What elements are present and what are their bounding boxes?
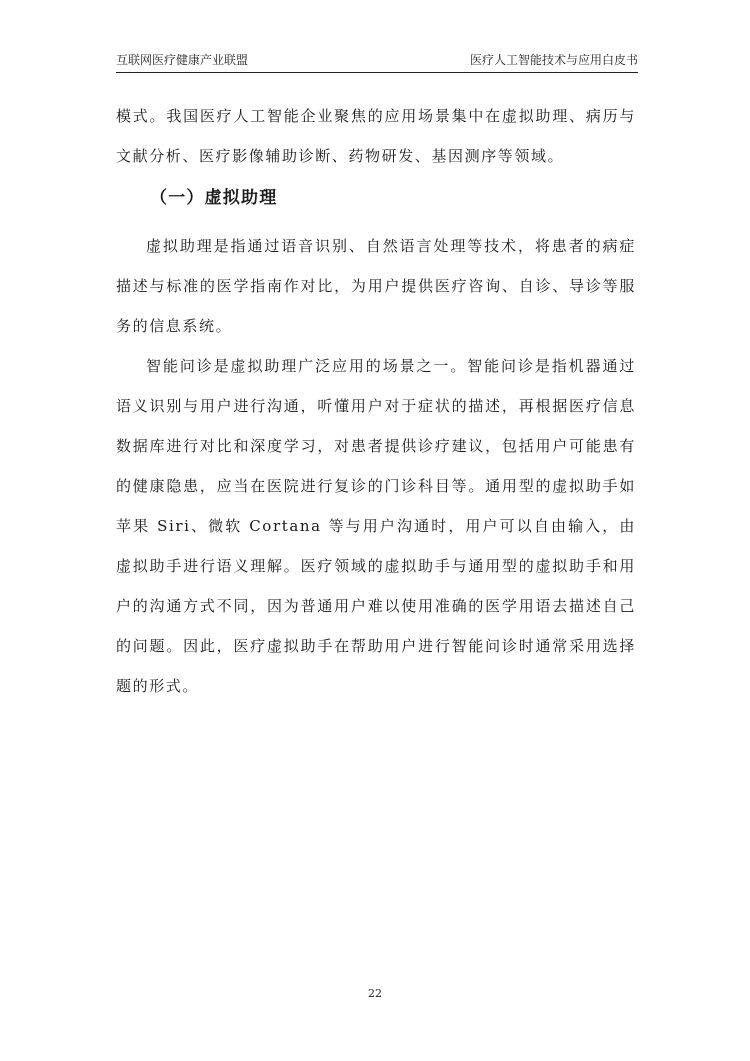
paragraph-virtual-assistant-definition: 虚拟助理是指通过语音识别、自然语言处理等技术，将患者的病症描述与标准的医学指南作对比，为用户提供医疗咨询、自诊、导诊等服务的信息系统。	[116, 237, 636, 335]
section-heading: （一）虚拟助理	[150, 188, 278, 208]
page-header	[116, 50, 638, 73]
header-doc-title: 医疗人工智能技术与应用白皮书	[469, 53, 638, 67]
page-body	[116, 96, 636, 706]
paragraph-smart-consultation: 智能问诊是虚拟助理广泛应用的场景之一。智能问诊是指机器通过语义识别与用户进行沟通，听懂用户对于症状的描述，再根据医疗信息数据库进行对比和深度学习，对患者提供诊疗建议，包括用户可能患有的健康隐患，应当在医院进行复诊的门诊科目等。通用型的虚拟助手如苹果 Siri、微软 Cortana 等与用户沟通时，用户可以自由输入，由虚拟助手进行语义理解。医疗领域的虚拟助手与通用型的虚拟助手和用户的沟通方式不同，因为普通用户难以使用准确的医学用语去描述自己的问题。因此，医疗虚拟助手在帮助用户进行智能问诊时通常采用选择题的形式。	[116, 357, 636, 695]
paragraph-continued: 模式。我国医疗人工智能企业聚焦的应用场景集中在虚拟助理、病历与文献分析、医疗影像辅助诊断、药物研发、基因测序等领域。	[116, 107, 636, 165]
header-org-name: 互联网医疗健康产业联盟	[116, 53, 249, 67]
page-number: 22	[368, 987, 382, 1000]
